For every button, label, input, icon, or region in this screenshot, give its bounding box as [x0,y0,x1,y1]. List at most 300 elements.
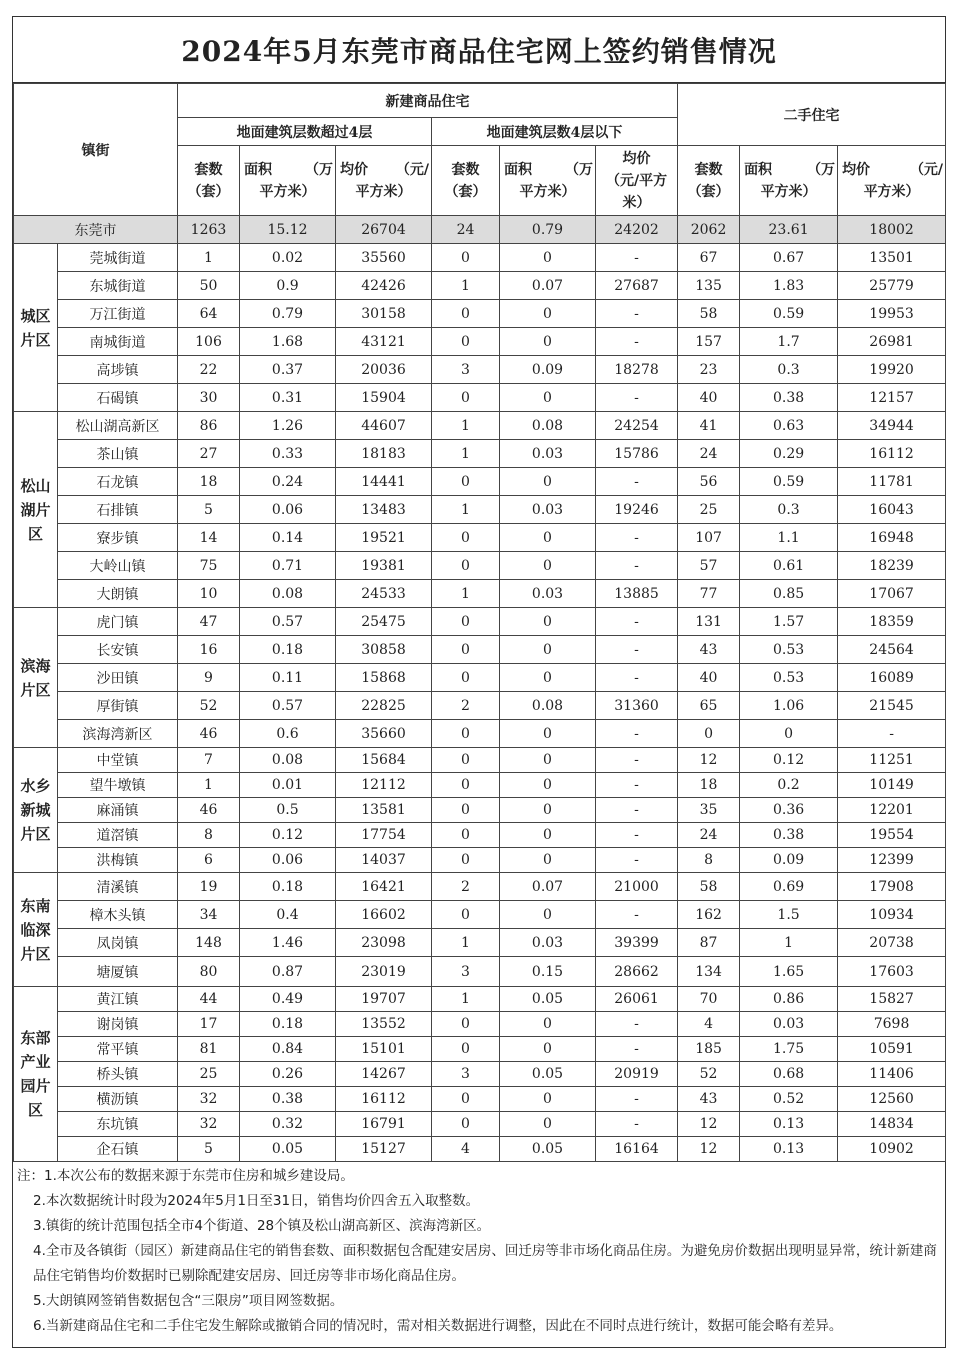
table-row [14,848,946,873]
cell-price-sh: 21545 [838,692,946,720]
cell-area-sh: 0.13 [740,1137,838,1162]
row-name: 中堂镇 [58,748,178,773]
cell-sets-b4: 0 [432,664,500,692]
cell-price-b4: - [596,664,678,692]
cell-price-b4: 39399 [596,929,678,957]
cell-price-sh: 10591 [838,1037,946,1062]
cell-price-b4: - [596,608,678,636]
cell-sets-sh: 107 [678,524,740,552]
cell-sets-sh: 23 [678,356,740,384]
cell-price-b4: - [596,823,678,848]
table-row [14,1087,946,1112]
cell-sets-sh: 35 [678,798,740,823]
cell-area: 0.79 [240,300,336,328]
cell-area-b4: 0.08 [500,692,596,720]
cell-sets: 25 [178,1062,240,1087]
cell-sets-sh: 8 [678,848,740,873]
cell-area-b4: 0 [500,468,596,496]
cell-area-sh: 0.53 [740,636,838,664]
cell-area-b4: 0.07 [500,272,596,300]
cell-price: 19707 [336,987,432,1012]
cell-sets: 1263 [178,216,240,244]
row-name: 东坑镇 [58,1112,178,1137]
cell-area-sh: 0.38 [740,823,838,848]
cell-area-sh: 23.61 [740,216,838,244]
cell-price-sh: 16112 [838,440,946,468]
cell-sets-b4: 0 [432,848,500,873]
cell-price-b4: 31360 [596,692,678,720]
cell-sets-b4: 0 [432,901,500,929]
cell-sets-sh: 131 [678,608,740,636]
cell-sets-sh: 135 [678,272,740,300]
cell-price-b4: - [596,748,678,773]
cell-sets: 27 [178,440,240,468]
cell-sets-sh: 56 [678,468,740,496]
cell-sets: 6 [178,848,240,873]
cell-sets: 80 [178,957,240,987]
row-name: 石排镇 [58,496,178,524]
cell-price: 43121 [336,328,432,356]
cell-sets-sh: 87 [678,929,740,957]
cell-sets-sh: 58 [678,873,740,901]
cell-price: 24533 [336,580,432,608]
cell-area: 0.18 [240,873,336,901]
cell-area: 0.32 [240,1112,336,1137]
cell-area: 0.08 [240,580,336,608]
cell-area-sh: 0.2 [740,773,838,798]
cell-area-b4: 0 [500,1012,596,1037]
cell-price-b4: - [596,798,678,823]
cell-price-b4: 24254 [596,412,678,440]
table-row [14,1062,946,1087]
cell-area-b4: 0 [500,798,596,823]
cell-price-b4: 19246 [596,496,678,524]
cell-area-sh: 1.7 [740,328,838,356]
row-name: 大岭山镇 [58,552,178,580]
cell-sets: 18 [178,468,240,496]
cell-area: 0.26 [240,1062,336,1087]
cell-area-sh: 0.38 [740,384,838,412]
cell-price: 17754 [336,823,432,848]
col-area-sh: 面积 （万 平方米） [740,146,838,216]
area-group-label: 松山湖片区 [14,412,58,608]
cell-sets-b4: 4 [432,1137,500,1162]
report-title: 2024年5月东莞市商品住宅网上签约销售情况 [13,17,945,83]
row-name: 常平镇 [58,1037,178,1062]
cell-sets: 17 [178,1012,240,1037]
note-line: 6.当新建商品住宅和二手住宅发生解除或撤销合同的情况时，需对相关数据进行调整，因此在不同时点进行统计，数据可能会略有差异。 [33,1318,843,1334]
cell-area: 0.11 [240,664,336,692]
cell-area: 0.37 [240,356,336,384]
cell-sets-sh: 77 [678,580,740,608]
table-row [14,929,946,957]
cell-sets-b4: 0 [432,468,500,496]
cell-price: 13581 [336,798,432,823]
cell-price-sh: 26981 [838,328,946,356]
cell-sets: 81 [178,1037,240,1062]
cell-area-sh: 1.1 [740,524,838,552]
col-price-sh: 均价 （元/ 平方米） [838,146,946,216]
note-line: 注：1.本次公布的数据来源于东莞市住房和城乡建设局。 [17,1168,354,1184]
cell-sets: 1 [178,244,240,272]
cell-sets: 8 [178,823,240,848]
cell-price-sh: 24564 [838,636,946,664]
row-name: 谢岗镇 [58,1012,178,1037]
cell-price: 30858 [336,636,432,664]
cell-area: 0.02 [240,244,336,272]
cell-price-sh: 17067 [838,580,946,608]
cell-area-b4: 0 [500,901,596,929]
cell-area-sh: 0.53 [740,664,838,692]
cell-sets-sh: 12 [678,1137,740,1162]
cell-area-b4: 0.05 [500,1137,596,1162]
col-sets: 套数 （套） [178,146,240,216]
cell-sets: 22 [178,356,240,384]
cell-sets: 64 [178,300,240,328]
area-group-label: 水乡新城片区 [14,748,58,873]
cell-price-sh: 14834 [838,1112,946,1137]
cell-price: 14267 [336,1062,432,1087]
cell-price: 42426 [336,272,432,300]
cell-area: 0.06 [240,496,336,524]
cell-sets: 1 [178,773,240,798]
cell-area: 1.26 [240,412,336,440]
row-name: 塘厦镇 [58,957,178,987]
row-name: 凤岗镇 [58,929,178,957]
area-group-label: 滨海片区 [14,608,58,748]
cell-price-b4: - [596,328,678,356]
col-price-b4: 均价 （元/平方 米） [596,146,678,216]
cell-sets: 14 [178,524,240,552]
cell-area-b4: 0.07 [500,873,596,901]
cell-area-sh: 0.69 [740,873,838,901]
cell-price: 19521 [336,524,432,552]
cell-area: 0.33 [240,440,336,468]
table-row [14,384,946,412]
cell-price-b4: - [596,524,678,552]
cell-area: 0.71 [240,552,336,580]
cell-sets: 9 [178,664,240,692]
cell-area-sh: 0.09 [740,848,838,873]
cell-sets-b4: 0 [432,823,500,848]
cell-area: 0.24 [240,468,336,496]
cell-price: 30158 [336,300,432,328]
cell-area-b4: 0 [500,552,596,580]
cell-area-sh: 0.85 [740,580,838,608]
cell-price-b4: - [596,1037,678,1062]
cell-price: 18183 [336,440,432,468]
cell-area-sh: 1.65 [740,957,838,987]
cell-area-b4: 0 [500,1112,596,1137]
cell-area-b4: 0.03 [500,580,596,608]
row-name: 大朗镇 [58,580,178,608]
cell-area-sh: 0.29 [740,440,838,468]
cell-area-b4: 0.79 [500,216,596,244]
cell-sets: 34 [178,901,240,929]
cell-sets-b4: 0 [432,1012,500,1037]
cell-price-sh: 12560 [838,1087,946,1112]
cell-area-b4: 0 [500,244,596,272]
cell-sets: 10 [178,580,240,608]
row-name: 洪梅镇 [58,848,178,873]
cell-sets: 5 [178,1137,240,1162]
row-name: 桥头镇 [58,1062,178,1087]
header-new-housing: 新建商品住宅 [178,84,678,118]
cell-price-b4: - [596,1087,678,1112]
note-line: 2.本次数据统计时段为2024年5月1日至31日，销售均价四舍五入取整数。 [33,1193,480,1209]
cell-price: 13552 [336,1012,432,1037]
row-name: 黄江镇 [58,987,178,1012]
cell-price-sh: 12157 [838,384,946,412]
cell-sets-b4: 1 [432,440,500,468]
row-name: 樟木头镇 [58,901,178,929]
table-row [14,1037,946,1062]
cell-area-sh: 0 [740,720,838,748]
cell-area-b4: 0.03 [500,440,596,468]
cell-sets: 148 [178,929,240,957]
cell-sets-b4: 0 [432,720,500,748]
table-row-total [14,216,946,244]
cell-price-b4: - [596,1112,678,1137]
cell-sets-sh: 24 [678,823,740,848]
cell-price-sh: 11251 [838,748,946,773]
cell-sets: 30 [178,384,240,412]
cell-price-sh: - [838,720,946,748]
cell-area-b4: 0 [500,848,596,873]
cell-price-sh: 11781 [838,468,946,496]
cell-area: 0.08 [240,748,336,773]
cell-sets-sh: 65 [678,692,740,720]
cell-area: 0.12 [240,823,336,848]
cell-price-b4: - [596,848,678,873]
cell-price: 15904 [336,384,432,412]
cell-sets-b4: 2 [432,692,500,720]
cell-sets-b4: 24 [432,216,500,244]
cell-price-b4: - [596,468,678,496]
cell-sets-b4: 0 [432,300,500,328]
cell-sets-b4: 0 [432,798,500,823]
cell-price-b4: - [596,636,678,664]
row-name: 茶山镇 [58,440,178,468]
cell-area-b4: 0 [500,384,596,412]
cell-price: 12112 [336,773,432,798]
row-name: 东城街道 [58,272,178,300]
cell-area: 0.6 [240,720,336,748]
cell-price-sh: 12399 [838,848,946,873]
cell-area-b4: 0 [500,300,596,328]
table-row [14,1012,946,1037]
cell-price: 14037 [336,848,432,873]
cell-price-sh: 19953 [838,300,946,328]
table-row [14,468,946,496]
cell-price-b4: - [596,901,678,929]
row-name: 横沥镇 [58,1087,178,1112]
cell-area: 0.06 [240,848,336,873]
cell-sets-sh: 40 [678,664,740,692]
cell-area: 0.18 [240,1012,336,1037]
cell-area-b4: 0.03 [500,929,596,957]
cell-area: 0.49 [240,987,336,1012]
cell-price-b4: 27687 [596,272,678,300]
cell-area-b4: 0.08 [500,412,596,440]
cell-area-b4: 0 [500,720,596,748]
table-row [14,1137,946,1162]
cell-sets: 47 [178,608,240,636]
cell-sets-sh: 4 [678,1012,740,1037]
cell-price-sh: 16948 [838,524,946,552]
row-name: 厚街镇 [58,692,178,720]
cell-sets: 32 [178,1112,240,1137]
cell-sets-sh: 58 [678,300,740,328]
cell-price: 20036 [336,356,432,384]
cell-area-sh: 0.3 [740,496,838,524]
cell-sets-b4: 0 [432,524,500,552]
cell-price-b4: 13885 [596,580,678,608]
table-row [14,580,946,608]
cell-price-sh: 10934 [838,901,946,929]
table-row [14,987,946,1012]
cell-price-sh: 19920 [838,356,946,384]
cell-price: 15868 [336,664,432,692]
row-name: 莞城街道 [58,244,178,272]
cell-sets-b4: 0 [432,244,500,272]
cell-area: 0.87 [240,957,336,987]
cell-price-b4: 16164 [596,1137,678,1162]
cell-sets-b4: 2 [432,873,500,901]
cell-price-sh: 25779 [838,272,946,300]
cell-area-sh: 0.67 [740,244,838,272]
header-second-hand: 二手住宅 [678,84,946,146]
cell-area-sh: 1 [740,929,838,957]
report-sheet [12,16,946,1348]
cell-sets-sh: 185 [678,1037,740,1062]
cell-sets-b4: 1 [432,272,500,300]
table-body [14,216,946,1162]
cell-sets: 46 [178,720,240,748]
row-name: 麻涌镇 [58,798,178,823]
table-row [14,328,946,356]
cell-price: 23019 [336,957,432,987]
cell-price-sh: 18239 [838,552,946,580]
cell-sets-b4: 0 [432,552,500,580]
table-row [14,823,946,848]
cell-price-sh: 7698 [838,1012,946,1037]
row-name: 万江街道 [58,300,178,328]
row-name: 南城街道 [58,328,178,356]
table-row [14,692,946,720]
table-row [14,524,946,552]
cell-price-b4: 18278 [596,356,678,384]
cell-price-b4: - [596,300,678,328]
cell-price-sh: 11406 [838,1062,946,1087]
note-line: 5.大朗镇网签销售数据包含“三限房”项目网签数据。 [33,1293,344,1309]
cell-area: 1.68 [240,328,336,356]
cell-price-b4: 26061 [596,987,678,1012]
cell-area: 0.5 [240,798,336,823]
cell-sets-b4: 1 [432,496,500,524]
cell-sets-sh: 43 [678,1087,740,1112]
header-below-4-floors: 地面建筑层数4层以下 [432,118,678,146]
cell-area-sh: 1.5 [740,901,838,929]
cell-price: 15127 [336,1137,432,1162]
row-name: 东莞市 [14,216,178,244]
cell-sets-sh: 162 [678,901,740,929]
cell-sets: 106 [178,328,240,356]
cell-price: 14441 [336,468,432,496]
cell-price: 15101 [336,1037,432,1062]
cell-sets: 44 [178,987,240,1012]
table-row [14,773,946,798]
cell-price: 26704 [336,216,432,244]
cell-area-sh: 0.3 [740,356,838,384]
cell-area-b4: 0 [500,664,596,692]
cell-sets-b4: 0 [432,1087,500,1112]
cell-area: 0.57 [240,608,336,636]
cell-sets-b4: 3 [432,356,500,384]
cell-area: 1.46 [240,929,336,957]
cell-area-sh: 0.63 [740,412,838,440]
cell-sets-sh: 67 [678,244,740,272]
cell-price-b4: 15786 [596,440,678,468]
cell-area-b4: 0 [500,748,596,773]
cell-area: 0.38 [240,1087,336,1112]
table-row [14,1112,946,1137]
row-name: 寮步镇 [58,524,178,552]
cell-area: 0.31 [240,384,336,412]
cell-sets-b4: 0 [432,1037,500,1062]
row-name: 滨海湾新区 [58,720,178,748]
table-row [14,901,946,929]
cell-sets-sh: 18 [678,773,740,798]
cell-price-sh: 16043 [838,496,946,524]
cell-sets-b4: 0 [432,748,500,773]
cell-price-sh: 15827 [838,987,946,1012]
cell-area-sh: 1.57 [740,608,838,636]
col-area-b4: 面积 （万 平方米） [500,146,596,216]
cell-price: 16421 [336,873,432,901]
table-row [14,356,946,384]
row-name: 石碣镇 [58,384,178,412]
cell-area: 0.01 [240,773,336,798]
cell-price-sh: 13501 [838,244,946,272]
cell-price: 16602 [336,901,432,929]
cell-sets: 50 [178,272,240,300]
cell-sets-b4: 0 [432,773,500,798]
notes-section [13,1162,945,1339]
row-name: 高埗镇 [58,356,178,384]
cell-area-b4: 0.03 [500,496,596,524]
cell-area-b4: 0.05 [500,987,596,1012]
cell-price-b4: - [596,384,678,412]
cell-price-sh: 19554 [838,823,946,848]
cell-sets: 86 [178,412,240,440]
area-group-label: 城区片区 [14,244,58,412]
cell-sets-sh: 134 [678,957,740,987]
area-group-label: 东部产业园片区 [14,987,58,1162]
cell-sets-sh: 0 [678,720,740,748]
cell-sets-sh: 43 [678,636,740,664]
cell-price: 35560 [336,244,432,272]
cell-price-sh: 10149 [838,773,946,798]
cell-price-sh: 34944 [838,412,946,440]
table-row [14,873,946,901]
cell-price: 16112 [336,1087,432,1112]
cell-sets-b4: 0 [432,328,500,356]
cell-area-sh: 0.13 [740,1112,838,1137]
cell-price: 19381 [336,552,432,580]
cell-sets-b4: 0 [432,384,500,412]
note-line: 3.镇街的统计范围包括全市4个街道、28个镇及松山湖高新区、滨海湾新区。 [33,1218,491,1234]
